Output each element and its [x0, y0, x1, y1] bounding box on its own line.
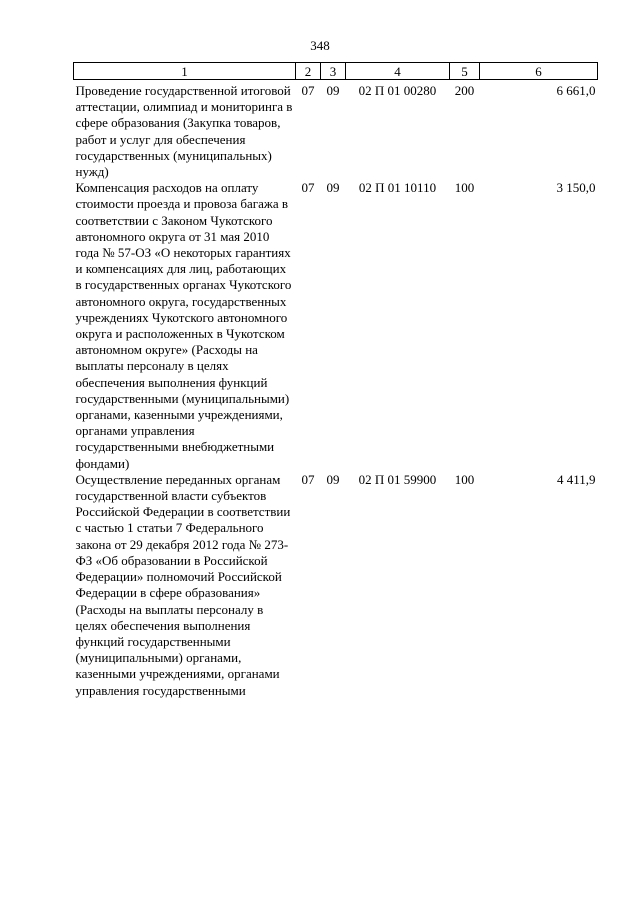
row-amount: 6 661,0	[556, 83, 596, 98]
header-col-5: 5	[450, 63, 480, 80]
row-section-code: 07	[301, 180, 315, 196]
row-target-code: 02 П 01 59900	[358, 471, 437, 487]
table-row	[74, 83, 598, 180]
row-amount: 4 411,9	[556, 471, 596, 487]
page-number: 348	[310, 38, 330, 53]
row-target-code: 02 П 01 00280	[358, 83, 437, 98]
table-row	[74, 472, 598, 699]
header-row	[74, 63, 598, 80]
row-subsection-code: 09	[326, 83, 340, 98]
row-name: Компенсация расходов на оплату стоимости проезда и провоза багажа в соответствии с Законом Чукотского автономного округа от 31 мая 2010 года № 57-ОЗ «О некоторых гарантиях и компенсациях для лиц, работающих в государственных органах Чукотского автономного округа, государственных учреждениях Чукотского автономного округа и расположенных в Чукотском автономном округе» (Расходы на выплаты персоналу в целях обеспечения выполнения функций государственными (муниципальными) органами, казенными учреждениями, органами управления государственными внебюджетными фондами)	[75, 180, 292, 471]
row-section-code: 07	[301, 83, 315, 98]
table-body	[74, 80, 598, 699]
row-section-code: 07	[301, 471, 315, 487]
row-expense-type-code: 200	[454, 83, 475, 98]
budget-table	[73, 62, 598, 699]
header-col-1: 1	[74, 63, 296, 80]
row-expense-type-code: 100	[454, 180, 475, 196]
header-col-4: 4	[346, 63, 450, 80]
row-amount: 3 150,0	[556, 180, 596, 196]
row-subsection-code: 09	[326, 180, 340, 196]
row-subsection-code: 09	[326, 471, 340, 487]
header-col-3: 3	[321, 63, 346, 80]
table-header	[74, 63, 598, 80]
table-row	[74, 180, 598, 472]
row-name: Осуществление переданных органам государственной власти субъектов Российской Федерации в соответствии с частью 1 статьи 7 Федерального закона от 29 декабря 2012 года № 273-ФЗ «Об образовании в Российской Федерации» полномочий Российской Федерации в сфере образования» (Расходы на выплаты персоналу в целях обеспечения выполнения функций государственными (муниципальными) органами, казенными учреждениями, органами управления государственными	[75, 471, 291, 698]
header-col-6: 6	[480, 63, 598, 80]
row-target-code: 02 П 01 10110	[358, 180, 437, 196]
row-expense-type-code: 100	[454, 471, 475, 487]
header-col-2: 2	[296, 63, 321, 80]
row-name: Проведение государственной итоговой аттестации, олимпиад и мониторинга в сфере образования (Закупка товаров, работ и услуг для обеспечения государственных (муниципальных) нужд)	[75, 83, 293, 180]
